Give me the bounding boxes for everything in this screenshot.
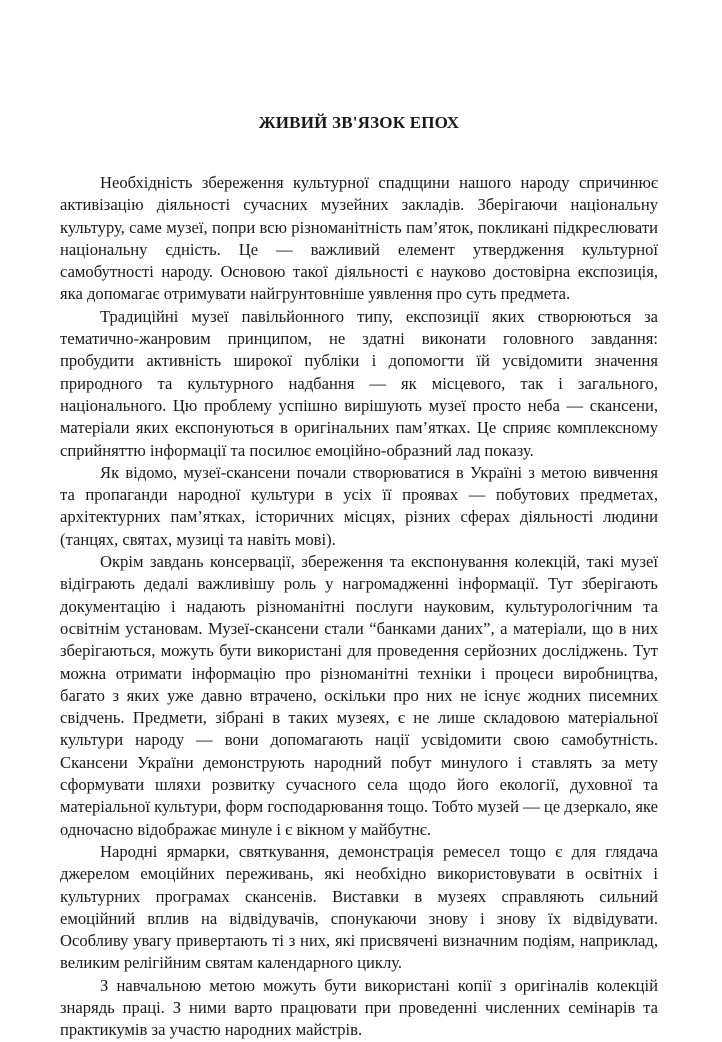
paragraph: Необхідність збереження культурної спадщини нашого народу спричинює активізацію діяльності сучасних музейних закладів. Зберігаючи національну культуру, саме музеї, попри всю різноманітність пам’яток, покликані підкреслювати національну єдність. Це — важливий елемент утвердження культурної самобутності народу. Основою такої діяльності є науково достовірна експозиція, яка допомагає отримувати найгрунтовніше уявлення про суть предмета. (60, 173, 658, 304)
document-page (60, 112, 658, 1042)
paragraph: З навчальною метою можуть бути використані копії з оригіналів колекцій знарядь праці. З ними варто працювати при проведенні численних семінарів та практикумів за участю народних майстрів. (60, 975, 658, 1040)
paragraph: Традиційні музеї павільйонного типу, експозиції яких створюються за тематично-жанровим принципом, не здатні виконати головного завдання: пробудити активність широкої публіки і допомогти їй усвідомити значення природного та культурного надбання — як місцевого, так і загального, національного. Цю проблему успішно вирішують музеї просто неба — скансени, матеріали яких експонуються в оригінальних пам’ятках. Це сприяє комплексному сприйняттю інформації та посилює емоційно-образний лад показу. (60, 306, 658, 460)
paragraph: Окрім завдань консервації, збереження та експонування колекцій, такі музеї відіграють дедалі важливішу роль у нагромадженні інформації. Тут зберігають документацію і надають різноманітні послуги науковим, культурологічним та освітнім установам. Музеї-скансени стали “банками даних”, а матеріали, що в них зберігаються, можуть бути використані для проведення серйозних досліджень. Тут можна отримати інформацію про різноманітні техніки і процеси виробництва, багато з яких уже давно втрачено, оскільки про них не існує жодних писемних свідчень. Предмети, зібрані в таких музеях, є не лише складовою матеріальної культури народу — вони допомагають нації усвідомити свою самобутність. Скансени України демонструють народний побут минулого і ставлять за мету сформувати шляхи розвитку сучасного села щодо його екології, духовної та матеріальної культури, форм господарювання тощо. Тобто музей — це дзеркало, яке одночасно відображає минуле і є вікном у майбутнє. (60, 552, 658, 839)
page-title: ЖИВИЙ ЗВ'ЯЗОК ЕПОХ (258, 113, 460, 132)
paragraph: Як відомо, музеї-скансени почали створюватися в Україні з метою вивчення та пропаганди народної культури в усіх її проявах — побутових предметах, архітектурних пам’ятках, історичних місцях, різних сферах діяльності людини (танцях, святах, музиці та навіть мові). (60, 462, 658, 549)
paragraph: Народні ярмарки, святкування, демонстрація ремесел тощо є для глядача джерелом емоційних переживань, які необхідно використовувати в освітніх і культурних програмах скансенів. Виставки в музеях справляють сильний емоційний вплив на відвідувачів, спонукаючи знову і знову їх відвідувати. Особливу увагу привертають ті з них, які присвячені визначним подіям, наприклад, великим релігійним святам календарного циклу. (60, 841, 658, 973)
